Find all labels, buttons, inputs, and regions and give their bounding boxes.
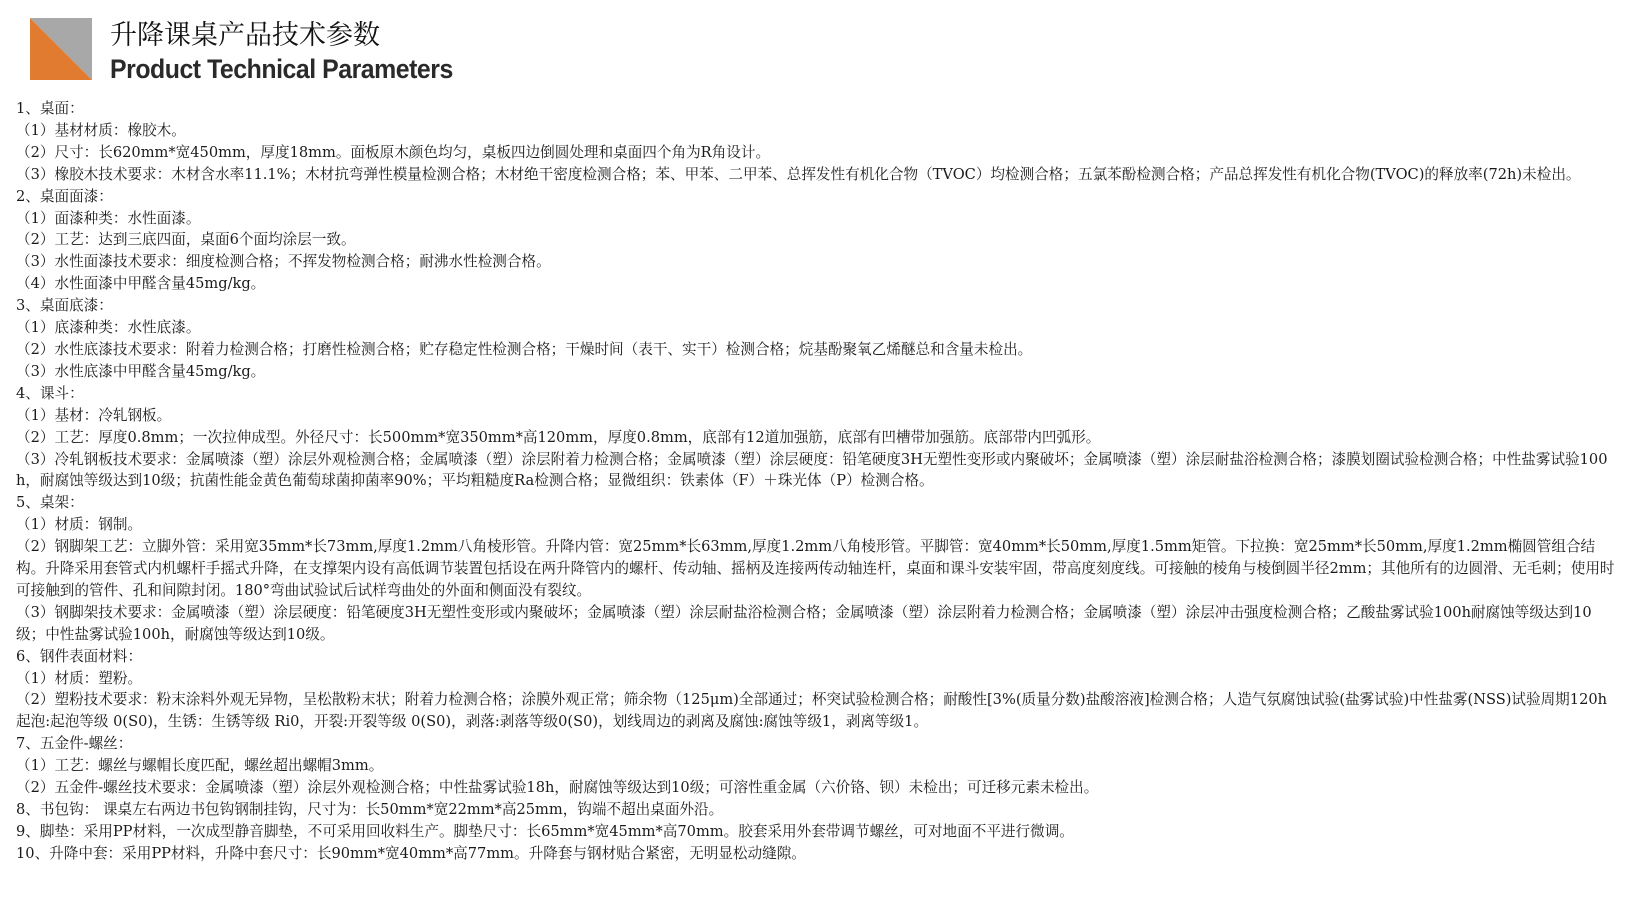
page-header (30, 18, 730, 82)
section-foot-pad: 9、脚垫：采用PP材料，一次成型静音脚垫，不可采用回收料生产。脚垫尺寸：长65mm*宽45mm*高70mm。胶套采用外套带调节螺丝，可对地面不平进行微调。 (16, 822, 1074, 840)
text-line: （1）材质：塑粉。 (16, 669, 143, 687)
text-line: （1）基材：冷轧钢板。 (16, 406, 172, 424)
text-line: （3）橡胶木技术要求：木材含水率11.1%；木材抗弯弹性模量检测合格；木材绝干密度检测合格；苯、甲苯、二甲苯、总挥发性有机化合物（TVOC）均检测合格；五氯苯酚检测合格；产品总挥发性有机化合物(TVOC)的释放率(72h)未检出。 (16, 165, 1581, 183)
text-line: （2）工艺：厚度0.8mm；一次拉伸成型。外径尺寸：长500mm*宽350mm*高120mm，厚度0.8mm，底部有12道加强筋，底部有凹槽带加强筋。底部带内凹弧形。 (16, 428, 1101, 446)
section-heading-screws: 7、五金件-螺丝： (16, 735, 133, 753)
section-heading-desktop: 1、桌面： (16, 100, 84, 117)
section-lift-sleeve: 10、升降中套：采用PP材料，升降中套尺寸：长90mm*宽40mm*高77mm。升降套与钢材贴合紧密，无明显松动缝隙。 (16, 844, 806, 862)
text-line: （3）钢脚架技术要求：金属喷漆（塑）涂层硬度：铅笔硬度3H无塑性变形或内聚破坏；金属喷漆（塑）涂层耐盐浴检测合格；金属喷漆（塑）涂层附着力检测合格；金属喷漆（塑）涂层冲击强度检测合格；乙酸盐雾试验100h耐腐蚀等级达到10级；中性盐雾试验100h，耐腐蚀等级达到10级。 (16, 603, 1592, 643)
brand-logo-icon (30, 18, 92, 80)
section-bag-hook: 8、书包钩： 课桌左右两边书包钩钢制挂钩，尺寸为：长50mm*宽22mm*高25mm，钩端不超出桌面外沿。 (16, 801, 724, 818)
text-line: （3）水性底漆中甲醛含量45mg/kg。 (16, 362, 266, 380)
text-line: （1）底漆种类：水性底漆。 (16, 319, 201, 337)
section-heading-drawer: 4、课斗： (16, 384, 84, 402)
text-line: （2）工艺：达到三底四面，桌面6个面均涂层一致。 (16, 231, 356, 249)
text-line: （2）五金件-螺丝技术要求：金属喷漆（塑）涂层外观检测合格；中性盐雾试验18h，耐腐蚀等级达到10级；可溶性重金属（六价铬、钡）未检出；可迁移元素未检出。 (16, 779, 1099, 797)
page-title-english: Product Technical Parameters (110, 54, 453, 84)
parameters-content (16, 98, 1620, 865)
text-line: （1）基材材质：橡胶木。 (16, 121, 186, 139)
text-line: （2）钢脚架工艺：立脚外管：采用宽35mm*长73mm,厚度1.2mm八角棱形管。升降内管：宽25mm*长63mm,厚度1.2mm八角棱形管。平脚管：宽40mm*长50mm,厚度1.5mm矩管。下拉换：宽25mm*长50mm,厚度1.2mm椭圆管组合结构。升降采用套管式内机螺杆手摇式升降，在支撑架内设有高低调节装置包括设在两升降管内的螺杆、传动轴、摇柄及连接两传动轴连杆，桌面和课斗安装牢固，带高度刻度线。可接触的棱角与棱倒圆半径2mm；其他所有的边圆滑、无毛刺；使用时可接触到的管件、孔和间隙封闭。180°弯曲试验试后试样弯曲处的外面和侧面没有裂纹。 (16, 538, 1615, 599)
section-heading-top-coat: 2、桌面面漆： (16, 187, 113, 205)
text-line: （2）塑粉技术要求：粉末涂料外观无异物，呈松散粉末状；附着力检测合格；涂膜外观正常；筛余物（125μm)全部通过；杯突试验检测合格；耐酸性[3%(质量分数)盐酸溶液]检测合格；人造气氛腐蚀试验(盐雾试验)中性盐雾(NSS)试验周期120h 起泡:起泡等级 0(S0)，生锈：生锈等级 Ri0，开裂:开裂等级 0(S0)，剥落:剥落等级0(S0)，划线周边的剥离及腐蚀:腐蚀等级1，剥离等级1。 (16, 691, 1608, 731)
section-heading-primer: 3、桌面底漆： (16, 297, 113, 315)
text-line: （4）水性面漆中甲醛含量45mg/kg。 (16, 275, 266, 293)
text-line: （3）冷轧钢板技术要求：金属喷漆（塑）涂层外观检测合格；金属喷漆（塑）涂层附着力检测合格；金属喷漆（塑）涂层硬度：铅笔硬度3H无塑性变形或内聚破坏；金属喷漆（塑）涂层耐盐浴检测合格；漆膜划圈试验检测合格；中性盐雾试验100h，耐腐蚀等级达到10级；抗菌性能金黄色葡萄球菌抑菌率90%；平均粗糙度Ra检测合格；显微组织：铁素体（F）＋珠光体（P）检测合格。 (16, 450, 1608, 490)
text-line: （2）尺寸：长620mm*宽450mm，厚度18mm。面板原木颜色均匀，桌板四边倒圆处理和桌面四个角为R角设计。 (16, 143, 771, 161)
text-line: （1）工艺：螺丝与螺帽长度匹配，螺丝超出螺帽3mm。 (16, 757, 384, 775)
text-line: （1）材质：钢制。 (16, 516, 143, 534)
section-heading-frame: 5、桌架： (16, 494, 84, 512)
text-line: （1）面漆种类：水性面漆。 (16, 209, 201, 227)
text-line: （2）水性底漆技术要求：附着力检测合格；打磨性检测合格；贮存稳定性检测合格；干燥时间（表干、实干）检测合格；烷基酚聚氧乙烯醚总和含量未检出。 (16, 340, 1033, 358)
section-heading-steel-surface: 6、钢件表面材料： (16, 647, 143, 665)
page-title-chinese: 升降课桌产品技术参数 (110, 20, 380, 51)
text-line: （3）水性面漆技术要求：细度检测合格；不挥发物检测合格；耐沸水性检测合格。 (16, 253, 551, 271)
